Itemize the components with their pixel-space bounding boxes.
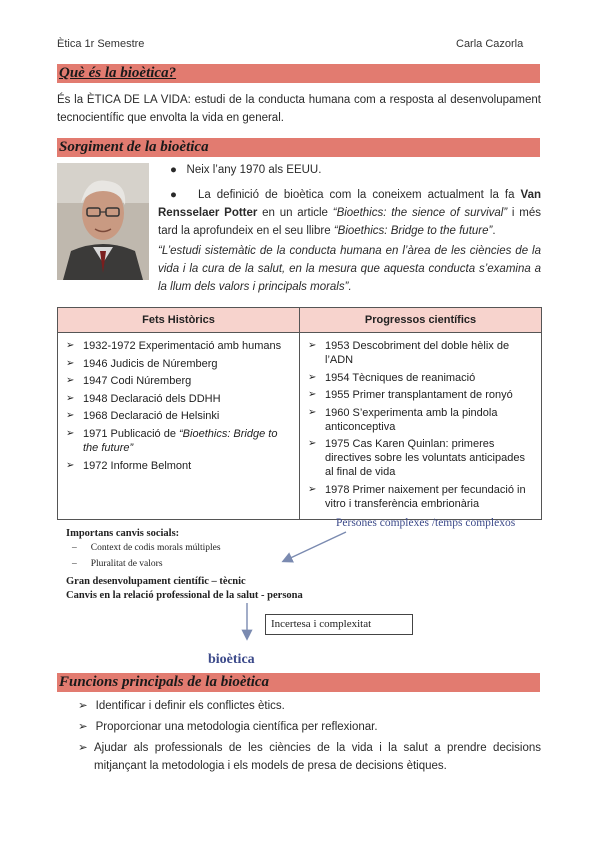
potter-paragraph: ● La definició de bioètica com la coneixem actualment la fa Van Rensselaer Potter en un article “Bioethics: the sience of survival” i més tard la aprofundeix en el seu llibre “Bioethics: Bridge to the future”.	[158, 189, 541, 237]
arrow-bullet-icon: ➢	[308, 438, 317, 450]
arrow-bullet-icon: ➢	[78, 700, 88, 712]
list-item: ➢ 1972 Informe Belmont	[66, 459, 192, 472]
arrow-bullet-icon: ➢	[308, 406, 317, 418]
book-title: “Bioethics: Bridge to the future”	[333, 225, 493, 237]
arrow-bullet-icon: ➢	[66, 375, 75, 387]
function-item	[78, 739, 88, 757]
section-title: Sorgiment de la bioètica	[59, 139, 209, 155]
bullet-dot-icon: ●	[170, 189, 180, 201]
function-item-text: Ajudar als professionals de les ciències de la vida i la salut a prendre decisions mitjançant la metodologia i els models de presa de decisions ètiques.	[94, 742, 541, 772]
table-header-progressos: Progressos científics	[300, 308, 542, 333]
list-item: ➢ 1947 Codi Núremberg	[66, 375, 192, 388]
list-item: ➢ 1978 Primer naixement per fecundació in vitro i transferència embrionària	[308, 483, 526, 510]
list-item: ➢ 1975 Cas Karen Quinlan: primeres directives sobre les voluntats anticipades al final de vida	[308, 438, 525, 479]
definition-paragraph: És la ÈTICA DE LA VIDA: estudi de la conducta humana com a resposta al desenvolupament tecnocientífic que envolta la vida en general.	[57, 94, 541, 124]
list-item: ➢ 1954 Tècniques de reanimació	[308, 371, 476, 384]
section-title: Funcions principals de la bioètica	[59, 674, 270, 690]
arrow-bullet-icon: ➢	[66, 392, 75, 404]
list-item: ➢ 1953 Descobriment del doble hèlix de l’ADN	[308, 340, 510, 366]
article-title: “Bioethics: the sience of survival”	[332, 207, 508, 219]
function-item: ➢ Identificar i definir els conflictes ètics.	[78, 700, 285, 712]
function-item: ➢ Proporcionar una metodologia científica per reflexionar.	[78, 721, 378, 733]
list-item: ➢ 1948 Declaració dels DDHH	[66, 392, 221, 405]
list-item: ➢ 1932-1972 Experimentació amb humans	[66, 340, 282, 352]
author-name: Van Rensselaer Potter	[158, 189, 541, 219]
arrow-bullet-icon: ➢	[308, 340, 317, 351]
definition-quote: “L’estudi sistemàtic de la conducta humana en l’àrea de les ciències de la vida i la cura de la salut, en la mesura que aquesta conducta s’examina a la llum dels valors i principals morals”.	[158, 245, 541, 293]
bioetica-label: bioètica	[208, 652, 255, 667]
arrow-bullet-icon: ➢	[308, 371, 317, 383]
arrow-to-plurality	[284, 532, 346, 561]
table-header-fets: Fets Històrics	[58, 308, 300, 333]
header-left: Ètica 1r Semestre	[57, 38, 145, 50]
arrow-bullet-icon: ➢	[308, 483, 317, 495]
header-right: Carla Cazorla	[456, 38, 524, 50]
uncertainty-box: Incertesa i complexitat	[265, 614, 413, 635]
bullet-dot-icon: ●	[170, 164, 177, 176]
social-changes-heading: Importans canvis socials:	[66, 528, 180, 539]
section-title: Què és la bioètica?	[59, 65, 177, 81]
list-item: ➢ 1955 Primer transplantament de ronyó	[308, 389, 513, 402]
list-item: ➢ 1946 Judicis de Núremberg	[66, 357, 218, 370]
dash-icon: –	[72, 559, 77, 569]
arrow-bullet-icon: ➢	[78, 742, 88, 754]
arrow-bullet-icon: ➢	[66, 459, 75, 471]
dash-item: – Context de codis morals múltiples	[72, 543, 221, 553]
dash-icon: –	[72, 543, 77, 553]
arrow-bullet-icon: ➢	[66, 410, 75, 422]
bullet-text: Neix l’any 1970 als EEUU.	[186, 164, 322, 176]
arrow-bullet-icon: ➢	[66, 357, 75, 369]
arrow-bullet-icon: ➢	[78, 721, 88, 733]
dash-item: – Pluralitat de valors	[72, 559, 163, 569]
arrow-bullet-icon: ➢	[308, 389, 317, 401]
complex-people-label: Persones complexes /temps complexos	[336, 517, 516, 529]
list-item: ➢ 1968 Declaració de Helsinki	[66, 410, 220, 423]
arrow-bullet-icon: ➢	[66, 427, 75, 439]
arrow-bullet-icon: ➢	[66, 340, 75, 351]
list-item: ➢ 1960 S’experimenta amb la pindola anticonceptiva	[308, 406, 498, 433]
relationship-line: Canvis en la relació professional de la salut - persona	[66, 590, 303, 601]
list-item: ➢ 1971 Publicació de “Bioethics: Bridge to the future”	[66, 427, 278, 454]
development-line: Gran desenvolupament científic – tècnic	[66, 576, 246, 587]
section-title-band	[57, 673, 540, 692]
